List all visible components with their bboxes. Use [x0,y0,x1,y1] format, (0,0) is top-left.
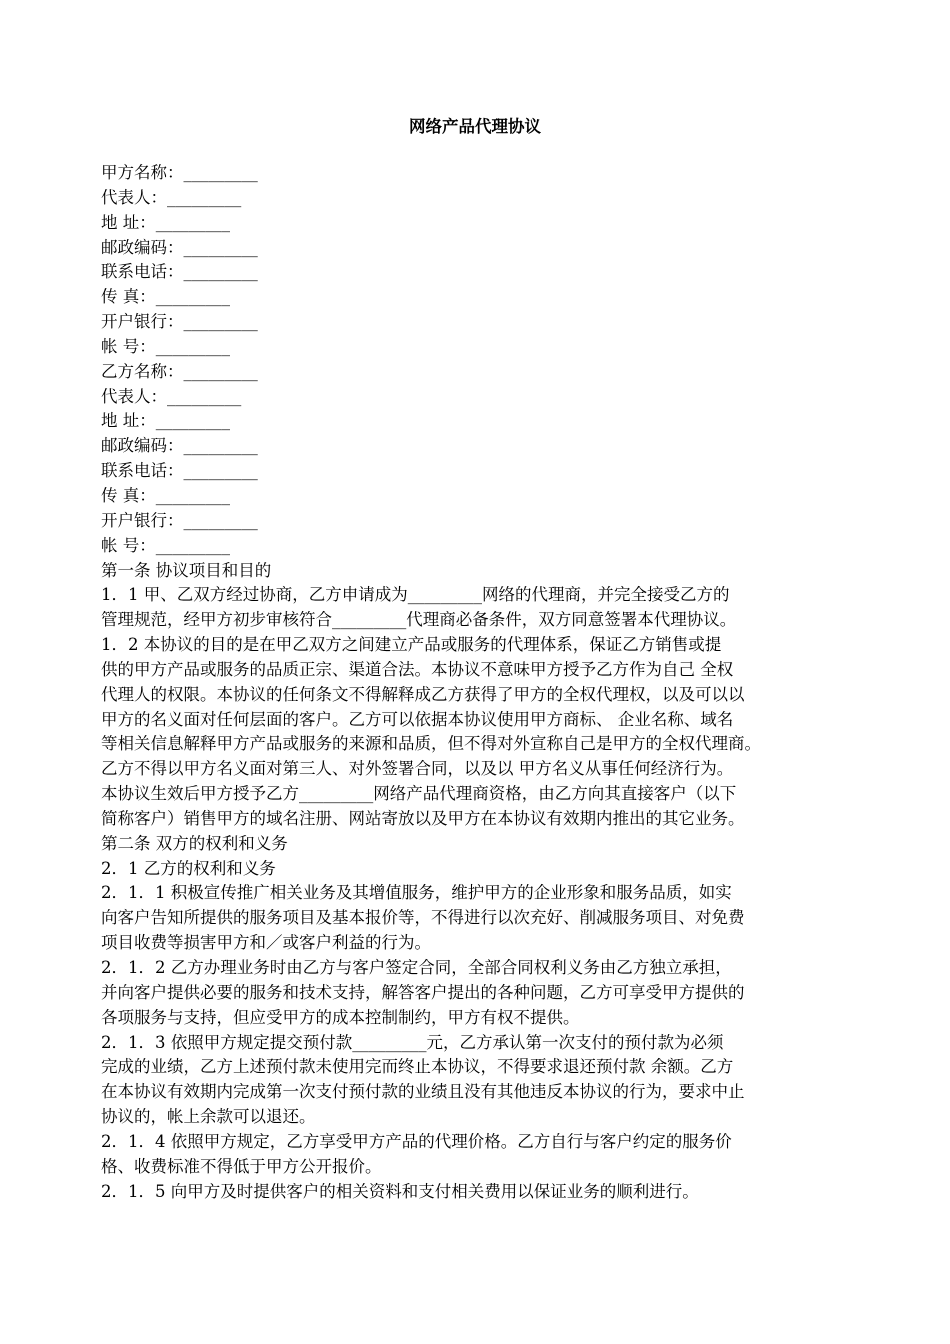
party-a-representative-field: 代表人：_________ [101,187,242,207]
article-1-heading: 第一条 协议项目和目的 [101,560,272,580]
clause-1-2-line-4: 甲方的名义面对任何层面的客户。乙方可以依据本协议使用甲方商标、 企业名称、域名 [101,709,734,729]
party-a-postcode-field: 邮政编码：_________ [101,237,258,257]
party-a-bank-field: 开户银行：_________ [101,312,258,332]
clause-1-2-line-7: 本协议生效后甲方授予乙方_________网络产品代理商资格，由乙方向其直接客户（以下 [101,784,737,804]
clause-1-1-line-2: 管理规范，经甲方初步审核符合_________代理商必备条件，双方同意签署本代理协议。 [101,610,737,630]
party-b-phone-field: 联系电话：_________ [101,461,258,481]
clause-2-1-heading: 2．1 乙方的权利和义务 [101,858,276,878]
document-body [101,161,861,1204]
clause-1-2-line-2: 供的甲方产品或服务的品质正宗、渠道合法。本协议不意味甲方授予乙方作为自己 全权 [101,659,734,679]
clause-2-1-3-line-4: 协议的，帐上余款可以退还。 [101,1107,316,1127]
party-a-address-field: 地 址：_________ [101,212,230,232]
party-b-postcode-field: 邮政编码：_________ [101,436,258,456]
clause-1-2-line-1: 1．2 本协议的目的是在甲乙双方之间建立产品或服务的代理体系，保证乙方销售或提 [101,635,722,655]
clause-2-1-2-line-3: 各项服务与支持，但应受甲方的成本控制制约，甲方有权不提供。 [101,1007,580,1027]
party-b-name-field: 乙方名称：_________ [101,361,258,381]
clause-1-2-line-8: 简称客户）销售甲方的域名注册、网站寄放以及甲方在本协议有效期内推出的其它业务。 [101,808,745,828]
clause-2-1-4-line-2: 格、收费标准不得低于甲方公开报价。 [101,1156,382,1176]
party-b-account-field: 帐 号：_________ [101,535,230,555]
party-b-bank-field: 开户银行：_________ [101,510,258,530]
clause-2-1-3-line-3: 在本协议有效期内完成第一次支付预付款的业绩且没有其他违反本协议的行为，要求中止 [101,1082,745,1102]
clause-2-1-2-line-1: 2．1．2 乙方办理业务时由乙方与客户签定合同，全部合同权利义务由乙方独立承担， [101,958,732,977]
clause-2-1-2-line-2: 并向客户提供必要的服务和技术支持，解答客户提出的各种问题，乙方可享受甲方提供的 [101,982,745,1002]
clause-2-1-1-line-2: 向客户告知所提供的服务项目及基本报价等，不得进行以次充好、削减服务项目、对免费 [101,908,745,928]
party-a-account-field: 帐 号：_________ [101,336,230,356]
clause-2-1-1-line-1: 2．1．1 积极宣传推广相关业务及其增值服务，维护甲方的企业形象和服务品质，如实 [101,883,732,903]
clause-2-1-3-line-1: 2．1．3 依照甲方规定提交预付款_________元，乙方承认第一次支付的预付款为必须 [101,1032,724,1052]
party-b-representative-field: 代表人：_________ [101,386,242,406]
clause-2-1-5-line-1: 2．1．5 向甲方及时提供客户的相关资料和支付相关费用以保证业务的顺利进行。 [101,1181,699,1201]
article-2-heading: 第二条 双方的权利和义务 [101,833,288,853]
clause-1-2-line-3: 代理人的权限。本协议的任何条文不得解释成乙方获得了甲方的全权代理权，以及可以以 [101,684,745,704]
clause-2-1-4-line-1: 2．1．4 依照甲方规定，乙方享受甲方产品的代理价格。乙方自行与客户约定的服务价 [101,1131,732,1151]
clause-1-1-line-1: 1．1 甲、乙双方经过协商，乙方申请成为_________网络的代理商，并完全接受乙方的 [101,585,730,605]
party-b-fax-field: 传 真：_________ [101,485,230,505]
clause-1-2-line-5: 等相关信息解释甲方产品或服务的来源和品质，但不得对外宣称自己是甲方的全权代理商。 [101,734,761,754]
clause-2-1-1-line-3: 项目收费等损害甲方和／或客户利益的行为。 [101,933,431,953]
clause-1-2-line-6: 乙方不得以甲方名义面对第三人、对外签署合同，以及以 甲方名义从事任何经济行为。 [101,759,734,779]
party-a-fax-field: 传 真：_________ [101,287,230,307]
party-b-address-field: 地 址：_________ [101,411,230,431]
party-a-phone-field: 联系电话：_________ [101,262,258,282]
clause-2-1-3-line-2: 完成的业绩，乙方上述预付款未使用完而终止本协议，不得要求退还预付款 余额。乙方 [101,1057,734,1077]
party-a-name-field: 甲方名称：_________ [101,163,258,182]
document-title: 网络产品代理协议 [409,117,541,136]
